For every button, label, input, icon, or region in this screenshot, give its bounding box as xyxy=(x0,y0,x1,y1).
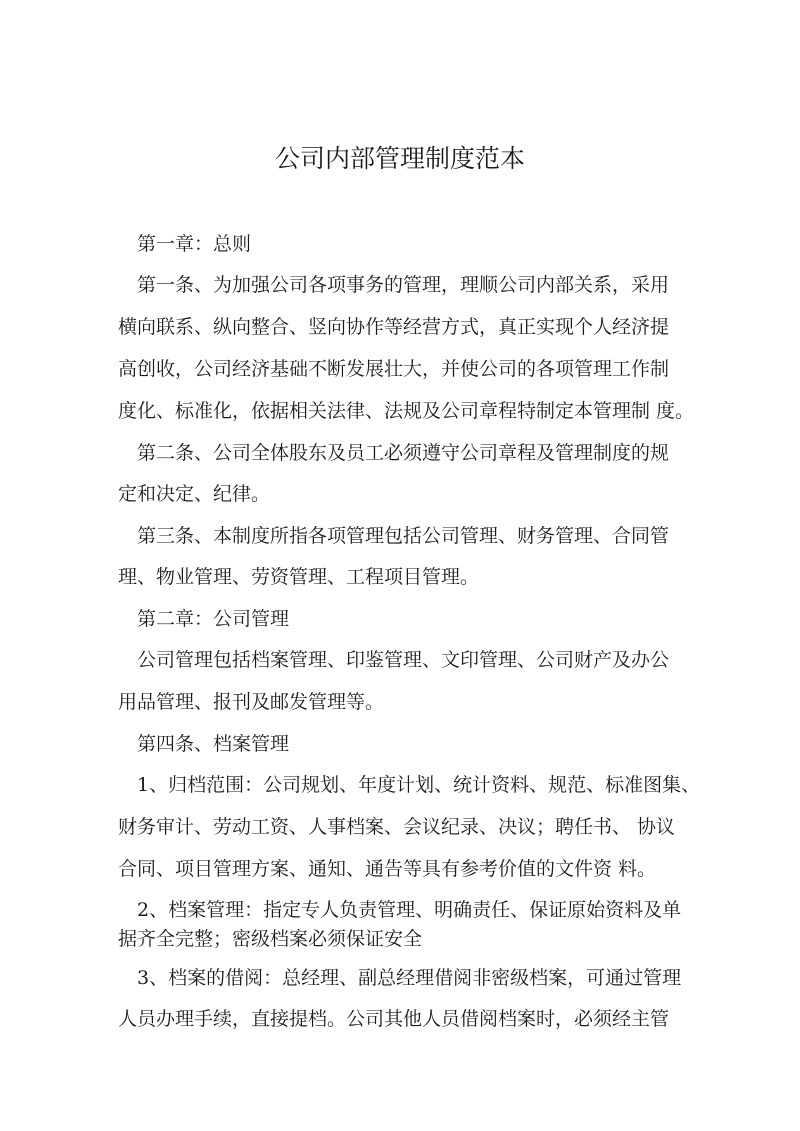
document-title: 公司内部管理制度范本 xyxy=(274,144,525,173)
paragraph-line: 3、档案的借阅：总经理、副总经理借阅非密级档案，可通过管理 xyxy=(137,967,682,989)
paragraph-line: 定和决定、纪律。 xyxy=(118,483,271,505)
paragraph-line: 用品管理、报刊及邮发管理等。 xyxy=(118,691,385,713)
paragraph-line: 第一条、为加强公司各项事务的管理，理顺公司内部关系，采用 xyxy=(137,274,670,296)
paragraph-line: 高创收，公司经济基础不断发展壮大，并使公司的各项管理工作制 xyxy=(118,358,670,380)
paragraph-line: 理、物业管理、劳资管理、工程项目管理。 xyxy=(118,566,480,588)
paragraph-line: 人员办理手续，直接提档。公司其他人员借阅档案时，必须经主管 xyxy=(118,1008,670,1030)
paragraph-line: 合同、项目管理方案、通知、通告等具有参考价值的文件资 料。 xyxy=(118,858,657,880)
paragraph-line: 公司管理包括档案管理、印鉴管理、文印管理、公司财产及办公 xyxy=(137,649,670,671)
paragraph-line: 财务审计、劳动工资、人事档案、会议纪录、决议；聘任书、 协议 xyxy=(118,816,676,838)
paragraph-line: 第三条、本制度所指各项管理包括公司管理、财务管理、合同管 xyxy=(137,525,670,547)
paragraph-line: 据齐全完整；密级档案必须保证安全 xyxy=(118,928,423,950)
paragraph-line: 横向联系、纵向整合、竖向协作等经营方式，真正实现个人经济提 xyxy=(118,316,670,338)
paragraph-line: 度化、标准化，依据相关法律、法规及公司章程特制定本管理制 度。 xyxy=(118,400,695,422)
paragraph-line: 第二条、公司全体股东及员工必须遵守公司章程及管理制度的规 xyxy=(137,442,670,464)
chapter-heading-2: 第二章：公司管理 xyxy=(137,608,290,630)
paragraph-line: 1、归档范围：公司规划、年度计划、统计资料、规范、标准图集、 xyxy=(137,774,701,796)
chapter-heading-1: 第一章：总则 xyxy=(137,233,252,255)
article-heading: 第四条、档案管理 xyxy=(137,733,290,755)
paragraph-line: 2、档案管理：指定专人负责管理、明确责任、保证原始资料及单 xyxy=(137,899,682,921)
